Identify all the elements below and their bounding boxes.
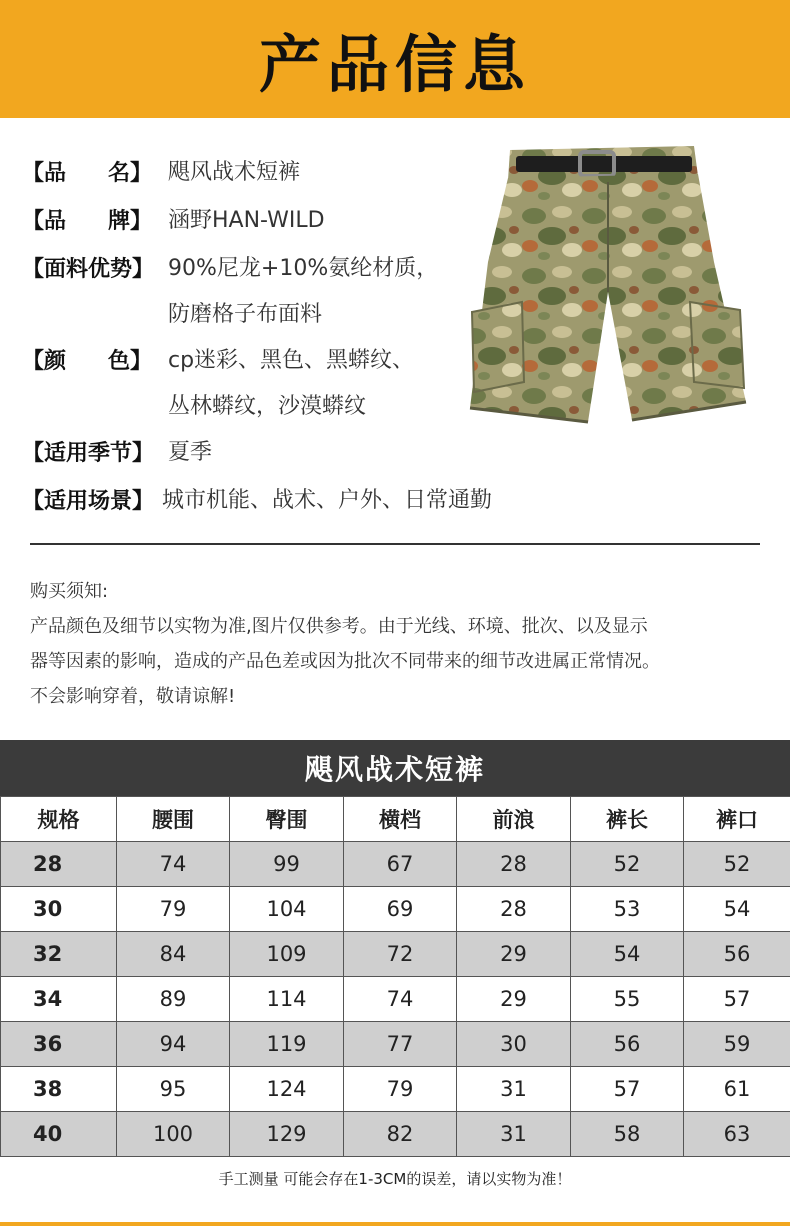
table-cell: 56 [571,1022,684,1067]
info-value: 飓风战术短裤 [168,160,301,185]
table-cell: 58 [571,1112,684,1157]
bottom-accent-bar [0,1222,790,1226]
table-cell: 89 [117,977,230,1022]
table-cell: 52 [571,842,684,887]
table-cell: 74 [344,977,457,1022]
notice-heading: 购买须知: [30,581,109,602]
table-row [1,887,790,932]
table-cell: 100 [117,1112,230,1157]
notice-line: 产品颜色及细节以实物为准,图片仅供参考。由于光线、环境、批次、以及显示 [30,616,648,637]
table-cell: 59 [684,1022,790,1067]
table-cell: 124 [230,1067,344,1112]
column-header: 裤长 [571,797,684,842]
table-cell: 63 [684,1112,790,1157]
product-image-camo-shorts [462,142,752,442]
info-label: 【适用场景】 [22,489,155,514]
table-cell: 34 [1,977,117,1022]
info-row-scene [22,478,492,526]
section-divider [30,543,760,545]
table-cell: 74 [117,842,230,887]
table-row [1,842,790,887]
table-cell: 114 [230,977,344,1022]
size-table-header-row [1,797,790,842]
page-title: 产品信息 [258,27,531,101]
info-label: 【面料优势】 [22,257,155,282]
table-cell: 30 [1,887,117,932]
table-cell: 30 [457,1022,571,1067]
info-value: cp迷彩、黑色、黑蟒纹、 丛林蟒纹，沙漠蟒纹 [168,348,415,419]
table-cell: 54 [571,932,684,977]
table-cell: 61 [684,1067,790,1112]
table-cell: 57 [684,977,790,1022]
page-header [0,0,790,118]
table-cell: 56 [684,932,790,977]
info-value: 城市机能、战术、户外、日常通勤 [161,488,492,513]
size-table [0,796,790,1157]
table-cell: 129 [230,1112,344,1157]
table-cell: 53 [571,887,684,932]
table-cell: 77 [344,1022,457,1067]
column-header: 横档 [344,797,457,842]
table-cell: 69 [344,887,457,932]
column-header: 臀围 [230,797,344,842]
product-info-list [22,150,492,526]
measurement-footnote: 手工测量 可能会存在1-3CM的误差，请以实物为准！ [218,1170,572,1188]
table-cell: 31 [457,1112,571,1157]
table-cell: 55 [571,977,684,1022]
table-row [1,932,790,977]
table-cell: 84 [117,932,230,977]
table-cell: 82 [344,1112,457,1157]
table-row [1,977,790,1022]
table-cell: 79 [117,887,230,932]
purchase-notice [30,574,770,714]
table-cell: 57 [571,1067,684,1112]
table-row [1,1112,790,1157]
info-value: 涵野HAN-WILD [168,208,325,233]
table-cell: 109 [230,932,344,977]
table-cell: 67 [344,842,457,887]
table-cell: 32 [1,932,117,977]
table-row [1,1022,790,1067]
table-cell: 29 [457,932,571,977]
table-cell: 38 [1,1067,117,1112]
info-row-color [22,338,492,430]
notice-line: 器等因素的影响，造成的产品色差或因为批次不同带来的细节改进属正常情况。 [30,651,660,672]
column-header: 腰围 [117,797,230,842]
notice-line: 不会影响穿着，敬请谅解! [30,686,236,707]
table-cell: 28 [457,842,571,887]
table-cell: 36 [1,1022,117,1067]
table-cell: 54 [684,887,790,932]
size-table-title: 飓风战术短裤 [0,740,790,796]
table-cell: 79 [344,1067,457,1112]
info-value: 夏季 [168,440,213,465]
table-cell: 119 [230,1022,344,1067]
info-label: 【品 名】 [22,161,153,186]
table-row [1,1067,790,1112]
table-cell: 29 [457,977,571,1022]
info-label: 【颜 色】 [22,349,153,374]
table-cell: 31 [457,1067,571,1112]
column-header: 规格 [1,797,117,842]
info-label: 【适用季节】 [22,441,155,466]
table-cell: 104 [230,887,344,932]
table-cell: 28 [457,887,571,932]
column-header: 裤口 [684,797,790,842]
column-header: 前浪 [457,797,571,842]
table-cell: 28 [1,842,117,887]
table-cell: 99 [230,842,344,887]
table-cell: 40 [1,1112,117,1157]
table-cell: 94 [117,1022,230,1067]
info-row-brand [22,198,492,246]
info-row-season [22,430,492,478]
table-cell: 72 [344,932,457,977]
info-label: 【品 牌】 [22,209,153,234]
table-cell: 52 [684,842,790,887]
table-cell: 95 [117,1067,230,1112]
info-value: 90%尼龙+10%氨纶材质， 防磨格子布面料 [168,256,439,327]
info-row-fabric [22,246,492,338]
info-row-name [22,150,492,198]
